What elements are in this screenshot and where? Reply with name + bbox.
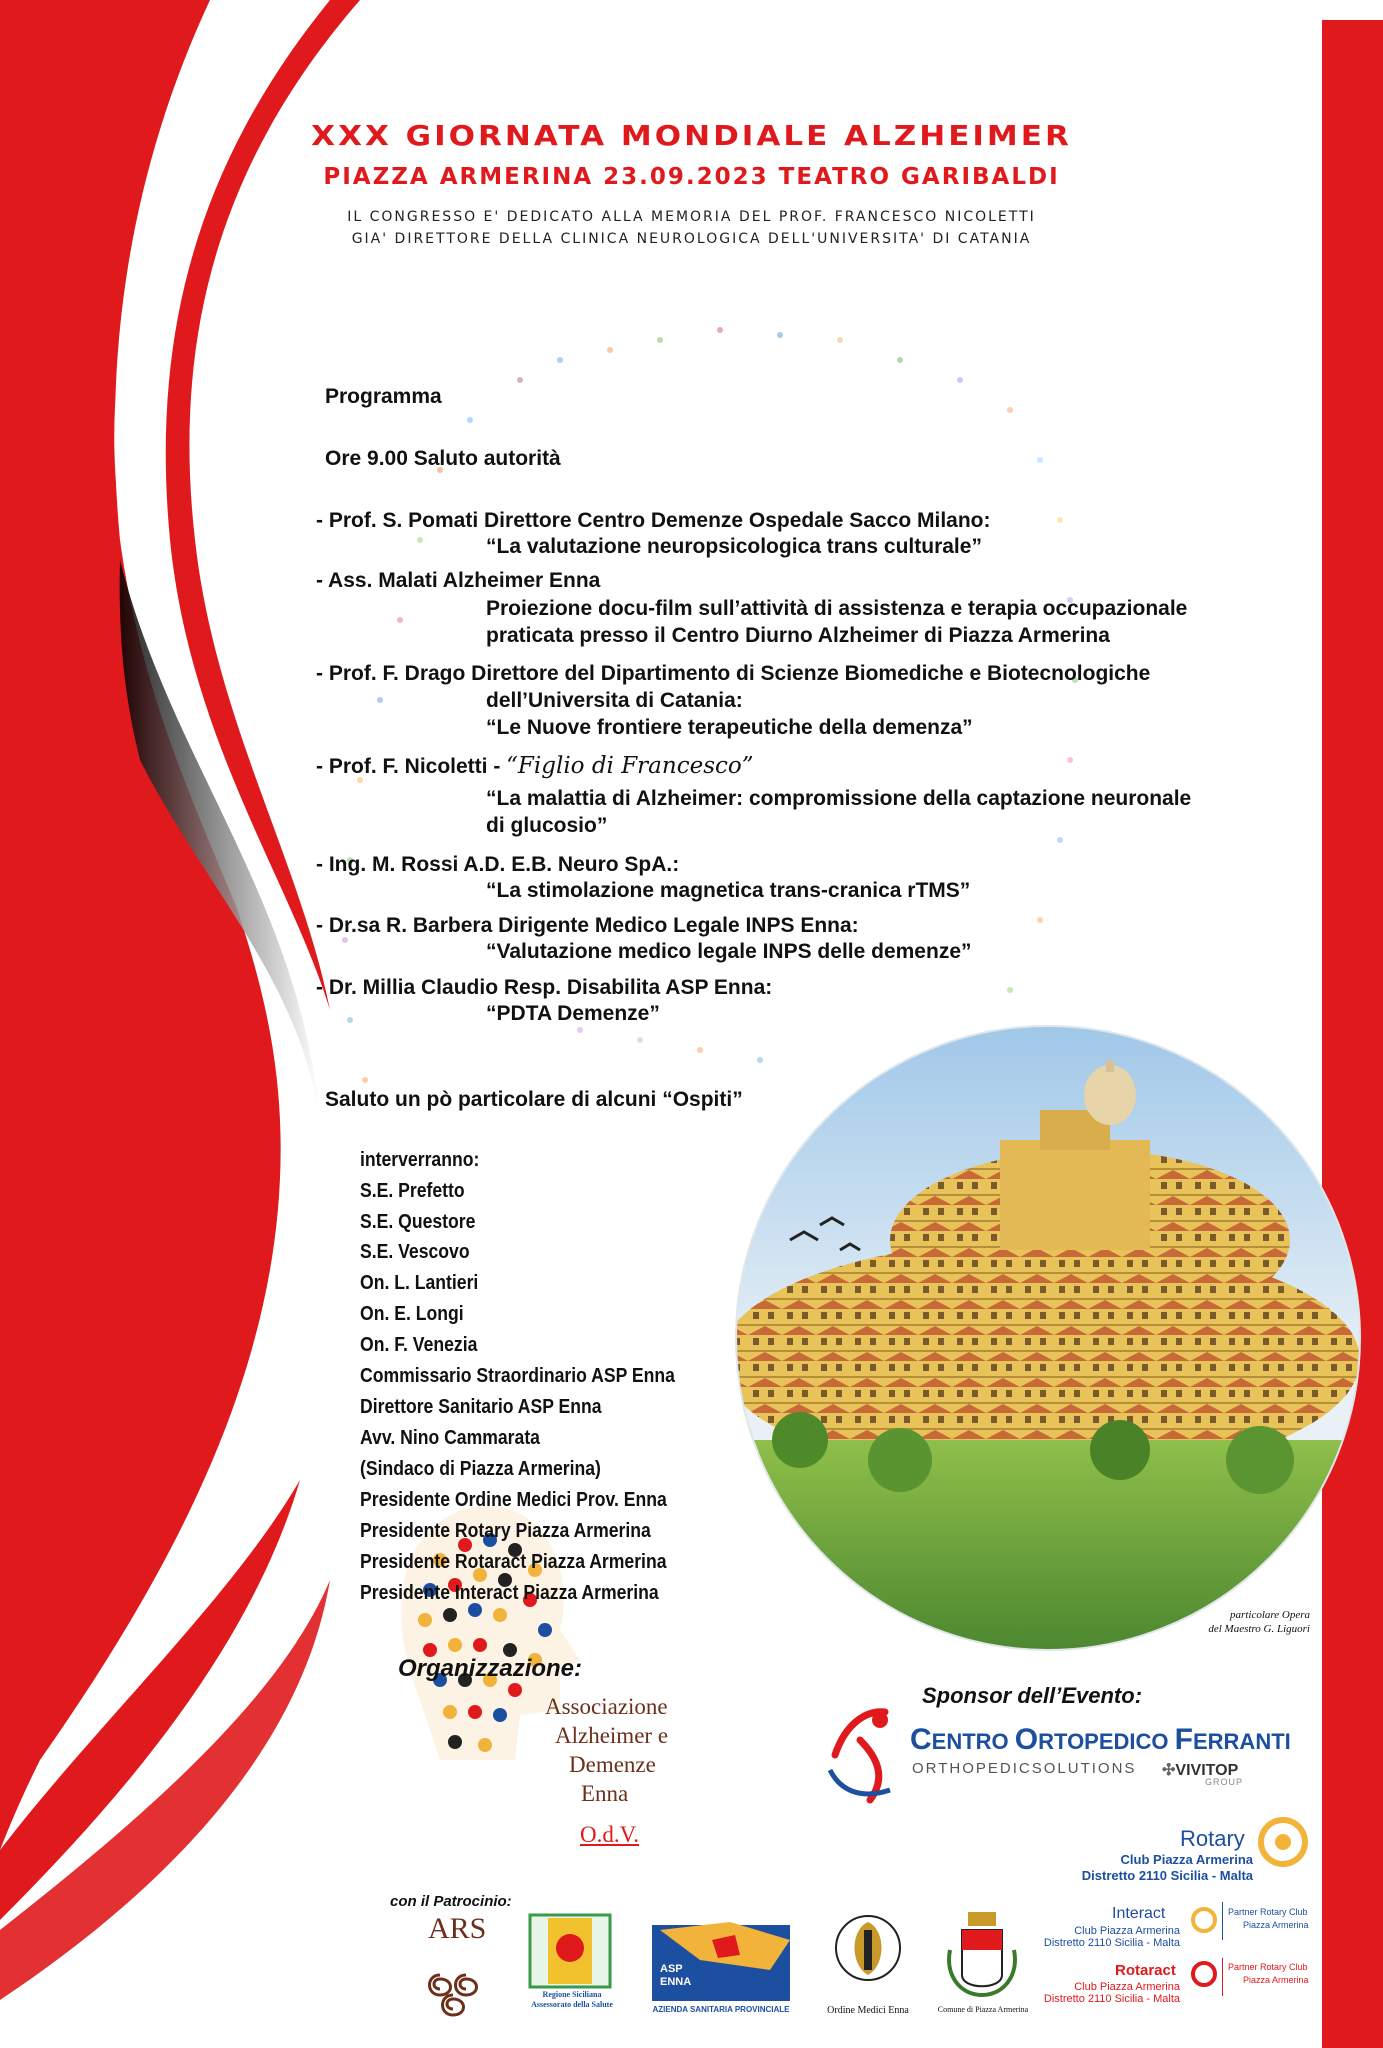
rotary-wheel-large bbox=[1261, 1820, 1305, 1864]
talk-2-speaker: - Ass. Malati Alzheimer Enna bbox=[316, 569, 601, 592]
interact-partner-2: Piazza Armerina bbox=[1243, 1920, 1309, 1930]
regione-siciliana-logo bbox=[530, 1915, 610, 1987]
ordine-label: Ordine Medici Enna bbox=[827, 2005, 909, 2016]
comune-piazza-armerina-logo bbox=[949, 1912, 1015, 1995]
guest-5: On. E. Longi bbox=[360, 1303, 464, 1325]
asp-full: AZIENDA SANITARIA PROVINCIALE bbox=[652, 2005, 790, 2014]
guest-6: On. F. Venezia bbox=[360, 1334, 478, 1356]
ferranti-erranti: ERRANTI bbox=[1192, 1729, 1291, 1754]
talk-5-line-1: “La stimolazione magnetica trans-cranica rTMS” bbox=[486, 879, 971, 902]
guest-14: Presidente Interact Piazza Armerina bbox=[360, 1582, 659, 1604]
ars-logo bbox=[430, 1975, 477, 2015]
assoc-line-2: Alzheimer e bbox=[555, 1723, 669, 1748]
talk-4-speaker-name: - Prof. F. Nicoletti - bbox=[316, 755, 507, 778]
guest-9: Avv. Nino Cammarata bbox=[360, 1427, 540, 1449]
rotaract-district: Distretto 2110 Sicilia - Malta bbox=[1043, 1993, 1180, 2005]
talk-2-line-2: praticata presso il Centro Diurno Alzheimer di Piazza Armerina bbox=[486, 624, 1110, 647]
ospiti-intro: interverranno: bbox=[360, 1149, 480, 1171]
dedication-line-2: GIA' DIRETTORE DELLA CLINICA NEUROLOGICA DELL'UNIVERSITA' DI CATANIA bbox=[351, 231, 1032, 247]
ferranti-c: C bbox=[910, 1723, 932, 1756]
ospiti-heading: Saluto un pò particolare di alcuni “Ospiti” bbox=[325, 1088, 743, 1111]
rotaract-divider bbox=[1222, 1958, 1223, 1996]
ars-label: ARS bbox=[428, 1912, 487, 1945]
talk-7-line-1: “PDTA Demenze” bbox=[486, 1002, 660, 1025]
guest-2: S.E. Questore bbox=[360, 1211, 476, 1233]
rotaract-club: Club Piazza Armerina bbox=[1074, 1981, 1180, 1993]
guest-13: Presidente Rotaract Piazza Armerina bbox=[360, 1551, 667, 1573]
talk-1-line-1: “La valutazione neuropsicologica trans culturale” bbox=[486, 535, 982, 558]
asp-enna-logo bbox=[652, 1922, 790, 2001]
interact-divider bbox=[1222, 1902, 1223, 1940]
talk-3-speaker: - Prof. F. Drago Direttore del Dipartimento di Scienze Biomediche e Biotecnologiche bbox=[316, 662, 1151, 685]
interact-district: Distretto 2110 Sicilia - Malta bbox=[1043, 1937, 1180, 1949]
painting-caption bbox=[1180, 1608, 1310, 1636]
talk-1-speaker: - Prof. S. Pomati Direttore Centro Demenze Ospedale Sacco Milano: bbox=[316, 509, 991, 532]
talk-4-line-2: di glucosio” bbox=[486, 814, 608, 837]
asp-label: ASP bbox=[660, 1963, 683, 1975]
talk-6-line-1: “Valutazione medico legale INPS delle demenze” bbox=[486, 940, 972, 963]
interact-club: Club Piazza Armerina bbox=[1074, 1925, 1180, 1937]
vivitop-group: GROUP bbox=[1205, 1777, 1244, 1787]
ferranti-name bbox=[910, 1723, 1291, 1757]
opening-line: Ore 9.00 Saluto autorità bbox=[325, 447, 561, 470]
talk-2-line-1: Proiezione docu-film sull’attività di assistenza e terapia occupazionale bbox=[486, 597, 1188, 620]
event-subtitle: PIAZZA ARMERINA 23.09.2023 TEATRO GARIBALDI bbox=[323, 164, 1060, 190]
guest-8: Direttore Sanitario ASP Enna bbox=[360, 1396, 602, 1418]
ferranti-o: O bbox=[1014, 1723, 1039, 1756]
rotary-wheel-small-1 bbox=[1193, 1909, 1215, 1931]
ferranti-figure-logo bbox=[830, 1712, 890, 1800]
right-red-band bbox=[1322, 20, 1383, 2048]
ferranti-tagline: ORTHOPEDICSOLUTIONS bbox=[912, 1760, 1137, 1777]
ferranti-f: F bbox=[1174, 1723, 1193, 1756]
regione-label bbox=[512, 1990, 632, 2010]
vivitop-label: VIVITOP bbox=[1175, 1762, 1239, 1779]
ferranti-rtopedico: RTOPEDICO bbox=[1038, 1729, 1175, 1754]
ferranti-entro: ENTRO bbox=[931, 1729, 1015, 1754]
guest-11: Presidente Ordine Medici Prov. Enna bbox=[360, 1489, 667, 1511]
talk-4-speaker-italic: “Figlio di Francesco” bbox=[506, 753, 754, 779]
rotary-wheel-small-2 bbox=[1193, 1963, 1215, 1985]
painting-caption-line-1: particolare Opera bbox=[1230, 1609, 1310, 1621]
vivitop-icon: ✣ bbox=[1162, 1762, 1176, 1779]
guest-10: (Sindaco di Piazza Armerina) bbox=[360, 1458, 601, 1480]
interact-name: Interact bbox=[1112, 1905, 1166, 1922]
asp-enna: ENNA bbox=[660, 1976, 692, 1988]
talk-5-speaker: - Ing. M. Rossi A.D. E.B. Neuro SpA.: bbox=[316, 853, 680, 876]
rotaract-partner-1: Partner Rotary Club bbox=[1228, 1962, 1308, 1972]
regione-line-1: Regione Siciliana bbox=[542, 1990, 602, 1999]
guest-1: S.E. Prefetto bbox=[360, 1180, 465, 1202]
guest-12: Presidente Rotary Piazza Armerina bbox=[360, 1520, 651, 1542]
talk-4-line-1: “La malattia di Alzheimer: compromissione della captazione neuronale bbox=[486, 787, 1192, 810]
dedication-line-1: IL CONGRESSO E' DEDICATO ALLA MEMORIA DEL PROF. FRANCESCO NICOLETTI bbox=[347, 209, 1036, 225]
talk-7-speaker: - Dr. Millia Claudio Resp. Disabilita ASP Enna: bbox=[316, 976, 773, 999]
comune-label: Comune di Piazza Armerina bbox=[937, 2005, 1029, 2014]
ordine-medici-logo bbox=[836, 1916, 900, 1980]
guest-7: Commissario Straordinario ASP Enna bbox=[360, 1365, 675, 1387]
interact-partner-1: Partner Rotary Club bbox=[1228, 1907, 1308, 1917]
guest-4: On. L. Lantieri bbox=[360, 1272, 479, 1294]
odv-label: O.d.V. bbox=[580, 1822, 640, 1847]
painting-caption-line-2: del Maestro G. Liguori bbox=[1208, 1623, 1310, 1635]
guest-3: S.E. Vescovo bbox=[360, 1241, 470, 1263]
programma-heading: Programma bbox=[325, 385, 442, 408]
organizzazione-heading: Organizzazione: bbox=[398, 1655, 583, 1682]
rotaract-partner-2: Piazza Armerina bbox=[1243, 1975, 1309, 1985]
assoc-line-4: Enna bbox=[581, 1781, 629, 1806]
rotary-club: Club Piazza Armerina bbox=[1120, 1852, 1253, 1867]
rotary-district: Distretto 2110 Sicilia - Malta bbox=[1081, 1868, 1253, 1883]
regione-line-2: Assessorato della Salute bbox=[531, 2000, 613, 2009]
assoc-line-1: Associazione bbox=[545, 1694, 668, 1719]
patrocinio-heading: con il Patrocinio: bbox=[390, 1893, 512, 1910]
sponsor-heading: Sponsor dell’Evento: bbox=[922, 1683, 1143, 1708]
talk-4-speaker bbox=[316, 753, 754, 779]
rotary-name: Rotary bbox=[1180, 1826, 1245, 1851]
rotaract-name: Rotaract bbox=[1115, 1962, 1176, 1979]
talk-6-speaker: - Dr.sa R. Barbera Dirigente Medico Legale INPS Enna: bbox=[316, 914, 859, 937]
assoc-line-3: Demenze bbox=[569, 1752, 656, 1777]
assoc-name bbox=[545, 1692, 668, 1808]
talk-3-line-2: “Le Nuove frontiere terapeutiche della demenza” bbox=[486, 716, 973, 739]
talk-3-line-1: dell’Universita di Catania: bbox=[486, 689, 743, 712]
event-title: XXX GIORNATA MONDIALE ALZHEIMER bbox=[311, 119, 1072, 153]
